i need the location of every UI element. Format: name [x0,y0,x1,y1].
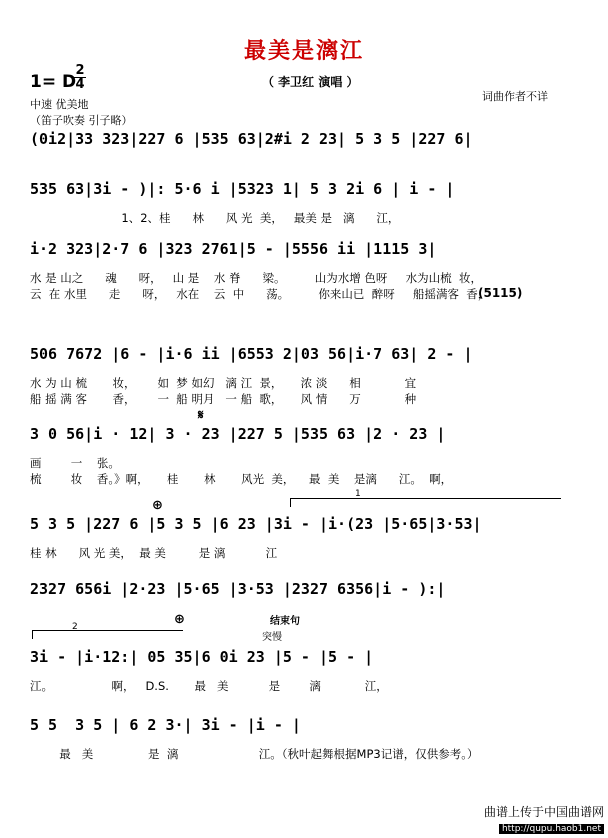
second-ending-number: 2 [72,622,78,632]
lyric-line: 船 摇 满 客 香， 一 船 明月 一 船 歌， 风 情 万 种 [30,392,417,406]
notation-line: (0i2|33 323|227 6 |535 63|2#i 2 23| 5 3 5 |227 6| [30,130,473,148]
first-ending-number: 1 [355,489,361,499]
intro-note: （笛子吹奏 引子略） [30,114,133,127]
score-row [30,345,578,375]
score-row [30,580,578,610]
performer: （ 李卫红 演唱 ） [262,75,359,89]
lyric-line: 梳 妆 香。》啊， 桂 林 风光 美， 最 美 是漓 江。 啊， [30,472,453,486]
notation-line: 3 0 56|i · 12| 3 · 23 |227 5 |535 63 |2 · 23 | [30,425,446,443]
notation-line: 2327 656i |2·23 |5·65 |3·53 |2327 6356|i - ):| [30,580,446,598]
score-row [30,648,578,678]
notation-line: i·2 323|2·7 6 |323 2761|5 - |5556 ii |1115 3| [30,240,437,258]
footer [484,803,604,834]
slow-marking: 突慢 [262,632,282,643]
score-row [30,180,578,210]
second-ending-bracket [32,630,183,639]
lyric-line: 最 美 是 漓 江。（秋叶起舞根据MP3记谱，仅供参考。） [30,747,479,761]
notation-line: 506 7672 |6 - |i·6 ii |6553 2|03 56|i·7 63| 2 - | [30,345,473,363]
coda-sign-2: ⊕ [174,612,185,627]
footer-site: http://qupu.haob1.net [499,824,604,834]
key-signature: 1= D [30,72,77,92]
meter-bottom: 4 [75,77,85,92]
time-signature [74,64,86,91]
notation-line: 3i - |i·12:| 05 35|6 0i 23 |5 - |5 - | [30,648,374,666]
coda-sign-1: ⊕ [152,498,163,513]
lyric-line: 水 为 山 梳 妆， 如 梦 如幻 漓 江 景， 浓 淡 相 宜 [30,376,417,390]
score-row [30,240,578,270]
credit: 词曲作者不详 [482,90,548,103]
segno-sign: 𝄋 [198,408,204,423]
lyric-line: 云 在 水里 走 呀， 水在 云 中 荡。 你来山已 醉呀 船摇满客 香， [30,287,490,301]
notation-line: 535 63|3i - )|: 5·6 i |5323 1| 5 3 2i 6 | i - | [30,180,455,198]
tempo-marking: 中速 优美地 [30,98,89,111]
song-title: 最美是漓江 [243,39,364,64]
lyric-line: 1、2、桂 林 风 光 美， 最美 是 漓 江， [30,211,400,225]
meter-top: 2 [75,63,85,78]
lyric-line: 江。 啊， D.S. 最 美 是 漓 江， [30,679,388,693]
ending-label: 结束句 [270,616,300,627]
score-row [30,716,578,746]
notation-line: 5 5 3 5 | 6 2 3·| 3i - |i - | [30,716,301,734]
lyric-line: 水 是 山之 魂 呀， 山 是 水 脊 梁。 山为水增 色呀 水为山梳 妆， [30,271,482,285]
notation-line: 5 3 5 |227 6 |5 3 5 |6 23 |3i - |i·(23 |5·65|3·53| [30,515,482,533]
footer-text: 曲谱上传于中国曲谱网 [483,805,604,819]
alternate-notes: (5115) [478,286,523,300]
score-row [30,130,578,160]
lyric-line: 画 一 张。 [30,456,120,470]
score-row [30,425,578,455]
first-ending-bracket [290,498,561,507]
lyric-line: 桂 林 风 光 美， 最 美 是 漓 江 [30,546,278,560]
score-row [30,515,578,545]
